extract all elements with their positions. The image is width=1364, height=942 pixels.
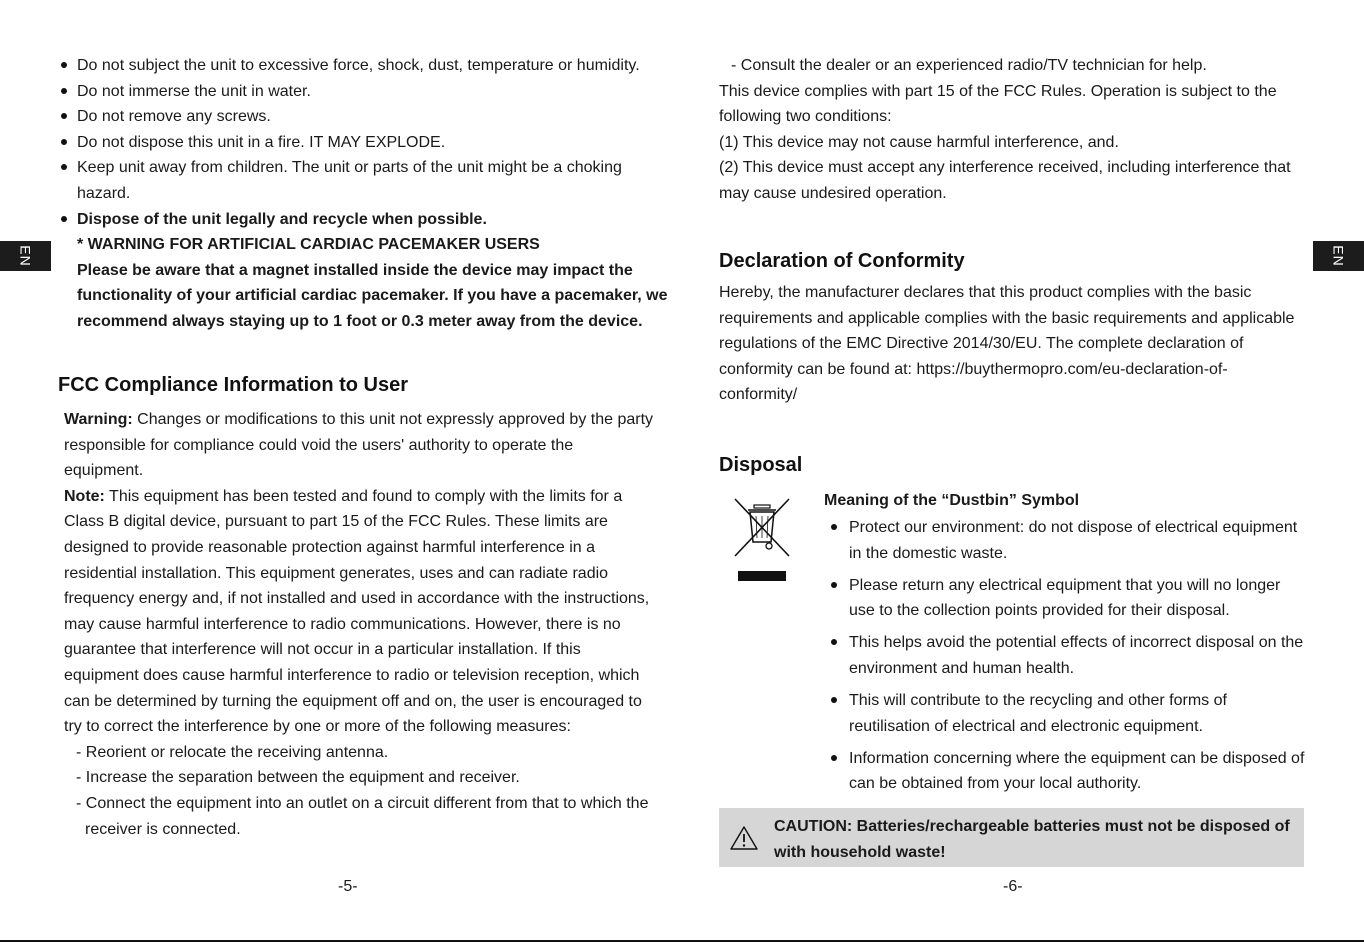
compliance-statement: This device complies with part 15 of the FCC Rules. Operation is subject to the following two conditions:	[719, 82, 1277, 126]
list-item: This helps avoid the potential effects of incorrect disposal on the environment and human health.	[828, 630, 1308, 681]
list-item: - Reorient or relocate the receiving antenna.	[76, 743, 389, 761]
list-item: Protect our environment: do not dispose of electrical equipment in the domestic waste.	[828, 515, 1308, 566]
list-item: Please return any electrical equipment that you will no longer use to the collection points provided for their disposal.	[828, 573, 1308, 624]
note-body: This equipment has been tested and found to comply with the limits for a Class B digital device, pursuant to part 15 of the FCC Rules. These limits are designed to provide reasonable protection against harmful interference in a residential installation. This equipment generates, uses and can radiate radio frequency energy and, if not installed and used in accordance with the instructions, may cause harmful interference to radio communications. However, there is no guarantee that interference will not occur in a particular installation. If this equipment does cause harmful interference to radio or television reception, which can be determined by turning the equipment off and on, the user is encouraged to try to correct the interference by one or more of the following measures:	[64, 487, 650, 736]
note-label: Note:	[64, 487, 105, 505]
list-item: - Connect the equipment into an outlet on a circuit different from that to which the receiver is connected.	[76, 794, 649, 838]
fcc-section-title: FCC Compliance Information to User	[58, 374, 409, 396]
declaration-body: Hereby, the manufacturer declares that this product complies with the basic requirements and applicable complies with the basic requirements and applicable regulations of the EMC Directive 2014/30/EU. The complete declaration of conformity can be found at: https://buythermopro.com/eu-declaration-of-conformity/	[719, 284, 1295, 404]
language-tab-left	[0, 241, 51, 271]
list-item: Do not immerse the unit in water.	[58, 79, 668, 105]
language-tab-label: EN	[1330, 245, 1347, 267]
condition-1: (1) This device may not cause harmful interference, and.	[719, 133, 1119, 151]
fcc-note-paragraph	[64, 484, 654, 740]
safety-bullet-list	[58, 53, 668, 335]
page-number: -6-	[1003, 878, 1023, 895]
warning-body: Changes or modifications to this unit not expressly approved by the party responsible for compliance could void the users' authority to operate the equipment.	[64, 411, 654, 480]
battery-caution-box	[719, 808, 1304, 867]
declaration-title: Declaration of Conformity	[719, 250, 965, 272]
pacemaker-warning-heading: * WARNING FOR ARTIFICIAL CARDIAC PACEMAKER USERS	[77, 236, 540, 254]
list-item: Do not dispose this unit in a fire. IT MAY EXPLODE.	[58, 130, 668, 156]
crossed-out-wheelie-bin-icon	[732, 496, 792, 586]
list-item: Keep unit away from children. The unit or parts of the unit might be a choking hazard.	[58, 155, 668, 206]
fcc-warning-paragraph	[64, 407, 654, 484]
warning-label: Warning:	[64, 411, 133, 428]
pacemaker-warning	[58, 232, 668, 334]
condition-2: (2) This device must accept any interference received, including interference that may cause undesired operation.	[719, 159, 1291, 202]
list-item: Information concerning where the equipment can be disposed of can be obtained from your local authority.	[828, 746, 1308, 797]
list-item: This will contribute to the recycling and other forms of reutilisation of electrical and electronic equipment.	[828, 688, 1308, 739]
dustbin-symbol-heading: Meaning of the “Dustbin” Symbol	[824, 492, 1080, 509]
caution-text: CAUTION: Batteries/rechargeable batteries must not be disposed of with household waste!	[774, 818, 1290, 861]
list-item: Dispose of the unit legally and recycle when possible.	[58, 207, 668, 233]
language-tab-right	[1313, 241, 1364, 271]
fcc-section-body	[64, 407, 654, 842]
list-item: Do not remove any screws.	[58, 104, 668, 130]
disposal-title: Disposal	[719, 454, 803, 476]
disposal-list	[828, 515, 1308, 803]
list-item: Do not subject the unit to excessive force, shock, dust, temperature or humidity.	[58, 53, 668, 79]
fcc-continuation	[719, 53, 1299, 207]
list-item: - Increase the separation between the equipment and receiver.	[76, 769, 520, 787]
language-tab-label: EN	[17, 245, 34, 267]
interference-measures-list	[64, 740, 654, 842]
consult-line: - Consult the dealer or an experienced radio/TV technician for help.	[731, 57, 1207, 74]
warning-triangle-icon	[729, 825, 759, 851]
pacemaker-warning-text: Please be aware that a magnet installed inside the device may impact the functionality of your artificial cardiac pacemaker. If you have a pacemaker, we recommend always staying up to 1 foot or 0.3 meter away from the device.	[77, 261, 668, 330]
page-number: -5-	[338, 878, 358, 895]
